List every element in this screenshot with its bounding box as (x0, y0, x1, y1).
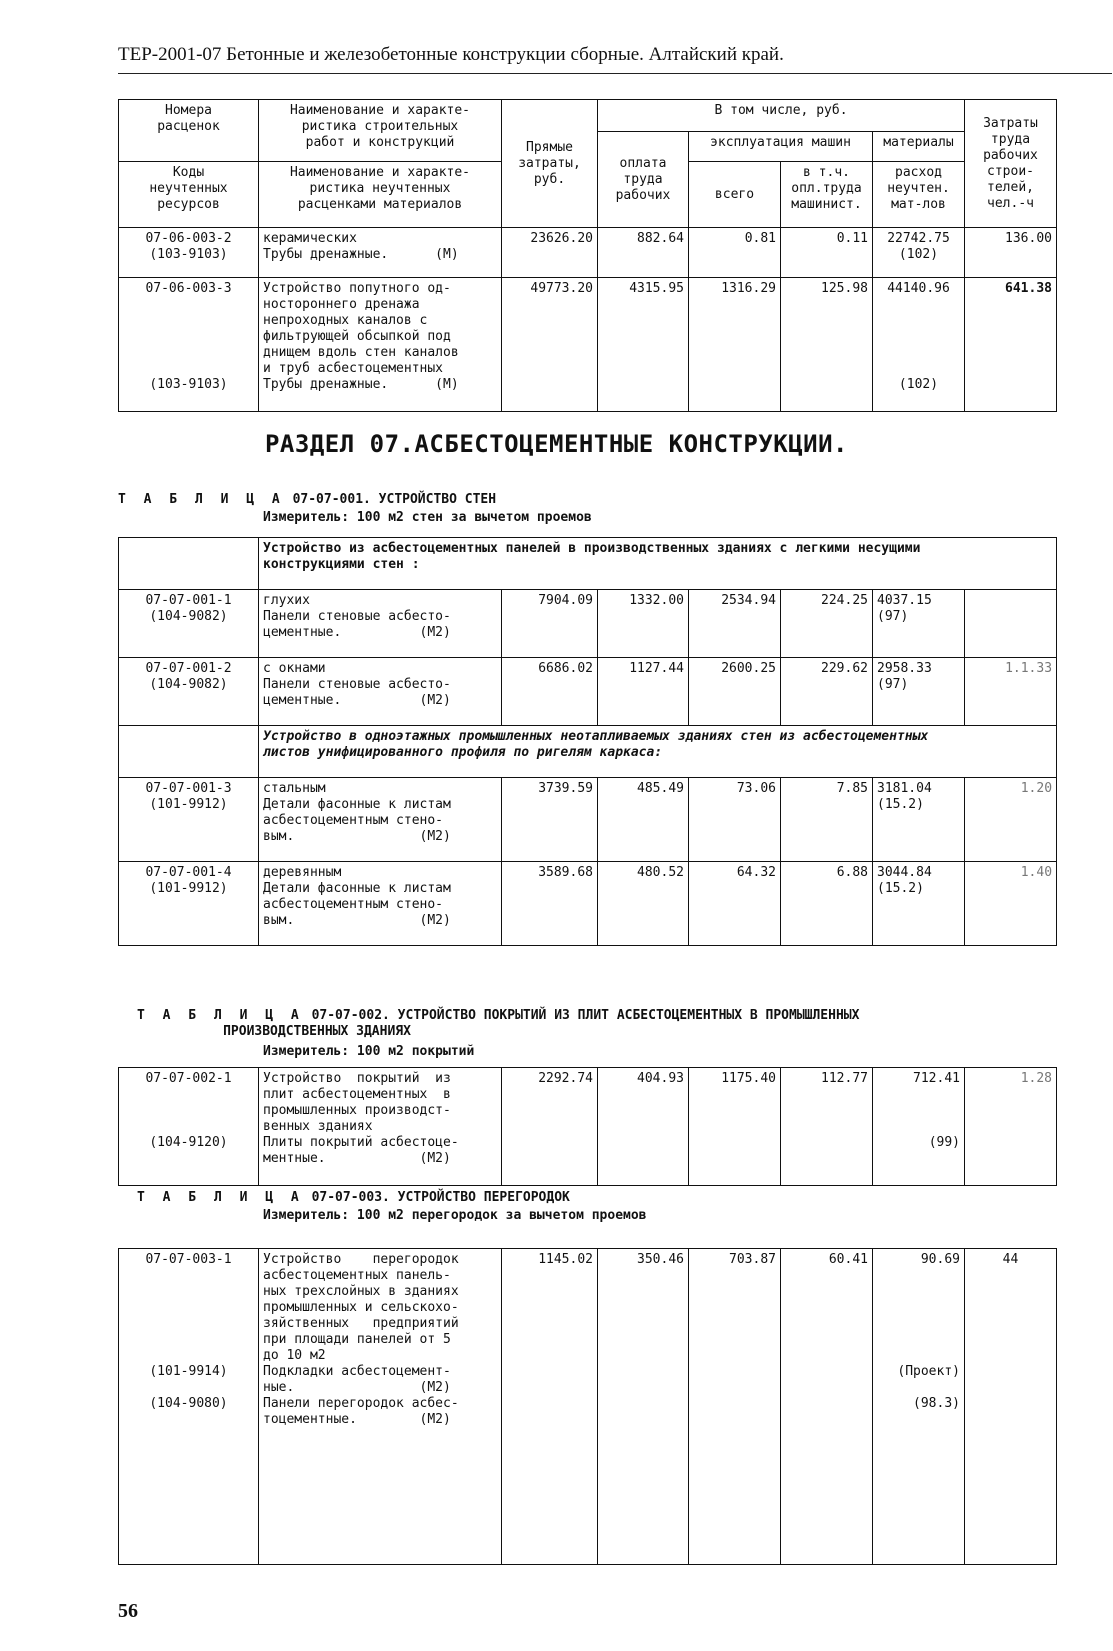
table-label: Т А Б Л И Ц А (118, 492, 285, 507)
group-heading: Устройство в одноэтажных промышленных неотапливаемых зданиях стен из асбестоцементных листов унифицированного профиля по ригелям каркаса: (259, 726, 1057, 778)
row-labor: 641.38 (965, 278, 1057, 412)
col-head-driver-pay: в т.ч. опл.труда машинист. (781, 162, 873, 228)
col-head-rate-numbers: Номера расценок (119, 100, 259, 162)
row-mach: 64.32 (689, 862, 781, 946)
row-mat: 712.41 (99) (873, 1068, 965, 1186)
row-desc: глухих Панели стеновые асбесто- цементные. (М2) (259, 590, 502, 658)
row-mat: 4037.15 (97) (873, 590, 965, 658)
row-pay: 485.49 (598, 778, 689, 862)
row-drv: 112.77 (781, 1068, 873, 1186)
header-rule (118, 73, 1112, 74)
row-labor: 1.40 (965, 862, 1057, 946)
table-row (119, 228, 1057, 278)
group-heading: Устройство из асбестоцементных панелей в производственных зданиях с легкими несущими конструкциями стен : (259, 538, 1057, 590)
row-pay: 882.64 (598, 228, 689, 278)
table-row (119, 1249, 1057, 1565)
row-drv: 224.25 (781, 590, 873, 658)
row-mat: 22742.75 (102) (873, 228, 965, 278)
table2-caption (137, 1008, 859, 1040)
row-desc: Устройство перегородок асбестоцементных панель- ных трехслойных в зданиях промышленных и сельскохо- зяйственных предприятий при площади панелей от 5 до 10 м2 Подкладки асбестоцемент- ные. (М2) Панели перегородок асбес- тоцементные. (М2) (259, 1249, 502, 1565)
row-direct: 3589.68 (502, 862, 598, 946)
table-row (119, 278, 1057, 412)
row-direct: 7904.09 (502, 590, 598, 658)
row-drv: 7.85 (781, 778, 873, 862)
page-header: ТЕР-2001-07 Бетонные и железобетонные конструкции сборные. Алтайский край. (118, 44, 784, 65)
row-code: 07-06-003-3 (103-9103) (119, 278, 259, 412)
table-title: 07-07-002. УСТРОЙСТВО ПОКРЫТИЙ ИЗ ПЛИТ АСБЕСТОЦЕМЕНТНЫХ В ПРОМЫШЛЕННЫХ ПРОИЗВОДСТВЕННЫХ ЗДАНИЯХ (223, 1008, 860, 1039)
page-number: 56 (118, 1600, 138, 1622)
row-labor (965, 590, 1057, 658)
row-code: 07-07-001-4 (101-9912) (119, 862, 259, 946)
row-pay: 4315.95 (598, 278, 689, 412)
row-drv: 60.41 (781, 1249, 873, 1565)
row-mach: 703.87 (689, 1249, 781, 1565)
row-pay: 1127.44 (598, 658, 689, 726)
col-head-machines: эксплуатация машин (689, 132, 873, 162)
table1 (118, 537, 1057, 946)
row-labor: 1.28 (965, 1068, 1057, 1186)
row-mach: 73.06 (689, 778, 781, 862)
table1-meter: Измеритель: 100 м2 стен за вычетом проемов (263, 510, 592, 525)
table-label: Т А Б Л И Ц А (137, 1190, 304, 1205)
table3-caption (137, 1190, 570, 1206)
row-mach: 2534.94 (689, 590, 781, 658)
row-direct: 3739.59 (502, 778, 598, 862)
col-head-consumption: расход неучтен. мат-лов (873, 162, 965, 228)
table-title: 07-07-001. УСТРОЙСТВО СТЕН (292, 492, 497, 507)
table2 (118, 1067, 1057, 1186)
row-desc: с окнами Панели стеновые асбесто- цементные. (М2) (259, 658, 502, 726)
row-code: 07-07-001-1 (104-9082) (119, 590, 259, 658)
row-code: 07-07-001-2 (104-9082) (119, 658, 259, 726)
col-head-including: В том числе, руб. (598, 100, 965, 132)
row-drv: 6.88 (781, 862, 873, 946)
row-direct: 49773.20 (502, 278, 598, 412)
row-pay: 480.52 (598, 862, 689, 946)
row-mat: 2958.33 (97) (873, 658, 965, 726)
row-code: 07-07-003-1 (101-9914) (104-9080) (119, 1249, 259, 1565)
row-code: 07-06-003-2 (103-9103) (119, 228, 259, 278)
row-code: 07-07-002-1 (104-9120) (119, 1068, 259, 1186)
table-row (119, 1068, 1057, 1186)
row-mach: 1316.29 (689, 278, 781, 412)
table-label: Т А Б Л И Ц А (137, 1008, 304, 1023)
row-direct: 6686.02 (502, 658, 598, 726)
row-pay: 350.46 (598, 1249, 689, 1565)
row-mach: 0.81 (689, 228, 781, 278)
row-drv: 229.62 (781, 658, 873, 726)
top-table (118, 99, 1057, 412)
table-title: 07-07-003. УСТРОЙСТВО ПЕРЕГОРОДОК (311, 1190, 570, 1205)
row-labor: 1.1.33 (965, 658, 1057, 726)
row-mat: 3044.84 (15.2) (873, 862, 965, 946)
table-row (119, 590, 1057, 658)
table3-meter: Измеритель: 100 м2 перегородок за вычетом проемов (263, 1208, 647, 1223)
row-desc: Устройство покрытий из плит асбестоцементных в промышленных производст- венных зданиях Плиты покрытий асбестоце- ментные. (М2) (259, 1068, 502, 1186)
col-head-materials: материалы (873, 132, 965, 162)
col-head-codes: Коды неучтенных ресурсов (119, 162, 259, 228)
row-pay: 1332.00 (598, 590, 689, 658)
row-desc: деревянным Детали фасонные к листам асбестоцементным стено- вым. (М2) (259, 862, 502, 946)
row-desc: стальным Детали фасонные к листам асбестоцементным стено- вым. (М2) (259, 778, 502, 862)
row-desc: керамических Трубы дренажные. (М) (259, 228, 502, 278)
row-mach: 2600.25 (689, 658, 781, 726)
col-head-unaccounted-name: Наименование и характе- ристика неучтенных расценками материалов (259, 162, 502, 228)
row-labor: 44 (965, 1249, 1057, 1565)
row-direct: 23626.20 (502, 228, 598, 278)
col-head-machines-total: всего (689, 162, 781, 228)
row-pay: 404.93 (598, 1068, 689, 1186)
row-labor: 136.00 (965, 228, 1057, 278)
row-mat: 3181.04 (15.2) (873, 778, 965, 862)
row-mach: 1175.40 (689, 1068, 781, 1186)
table1-caption (118, 492, 496, 508)
table-row (119, 862, 1057, 946)
row-drv: 125.98 (781, 278, 873, 412)
col-head-pay: оплата труда рабочих (598, 132, 689, 228)
table2-meter: Измеритель: 100 м2 покрытий (263, 1044, 475, 1059)
table3 (118, 1248, 1057, 1565)
col-head-work-name: Наименование и характе- ристика строительных работ и конструкций (259, 100, 502, 162)
row-mat: 90.69 (Проект) (98.3) (873, 1249, 965, 1565)
row-direct: 1145.02 (502, 1249, 598, 1565)
row-labor: 1.20 (965, 778, 1057, 862)
row-mat: 44140.96 (102) (873, 278, 965, 412)
col-head-direct-costs: Прямые затраты, руб. (502, 100, 598, 228)
table-row (119, 658, 1057, 726)
table-row (119, 778, 1057, 862)
row-direct: 2292.74 (502, 1068, 598, 1186)
row-code: 07-07-001-3 (101-9912) (119, 778, 259, 862)
row-desc: Устройство попутного од- ностороннего дренажа непроходных каналов с фильтрующей обсыпкой под днищем вдоль стен каналов и труб асбестоцементных Трубы дренажные. (М) (259, 278, 502, 412)
col-head-labor: Затраты труда рабочих строи- телей, чел.-ч (965, 100, 1057, 228)
section-title: РАЗДЕЛ 07.АСБЕСТОЦЕМЕНТНЫЕ КОНСТРУКЦИИ. (264, 430, 849, 458)
row-drv: 0.11 (781, 228, 873, 278)
